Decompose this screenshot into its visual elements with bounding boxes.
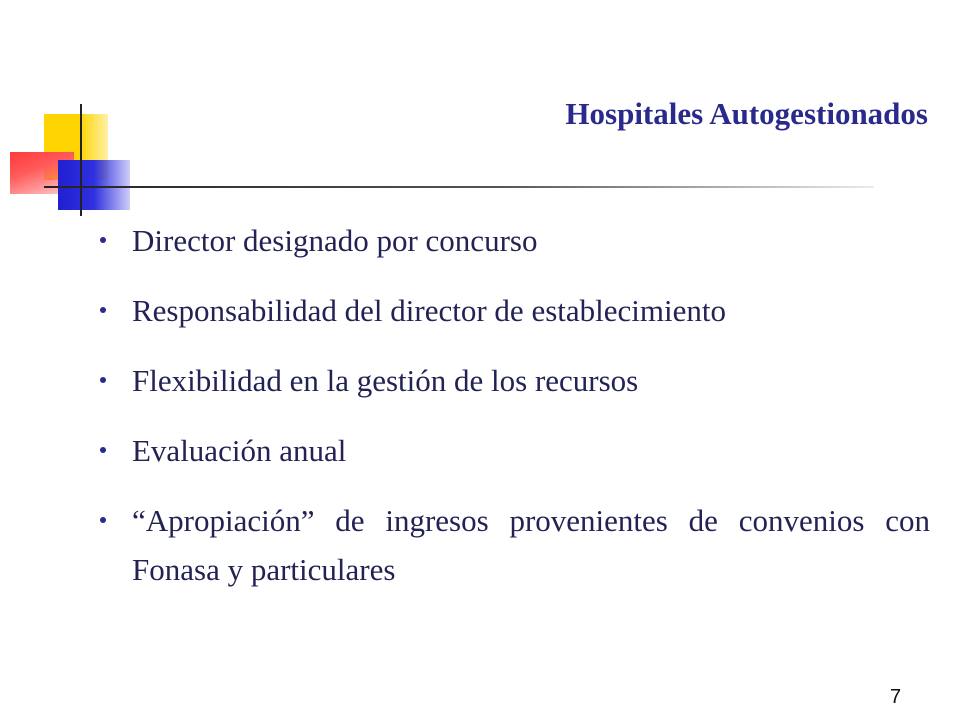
bullet-text: Responsabilidad del director de establecimiento [132, 293, 726, 328]
bullet-dot-icon [100, 307, 106, 313]
bullet-dot-icon [100, 447, 106, 453]
bullet-item [100, 286, 930, 335]
slide-title: Hospitales Autogestionados [565, 96, 928, 131]
vertical-rule [80, 104, 82, 216]
bullet-item [100, 356, 930, 405]
bullet-text: Flexibilidad en la gestión de los recursos [132, 363, 639, 398]
bullet-item [100, 496, 930, 594]
bullet-item [100, 426, 930, 475]
bullet-text: Director designado por concurso [132, 223, 538, 258]
bullet-dot-icon [100, 377, 106, 383]
title-underline-rule [44, 186, 874, 188]
bullet-text: Evaluación anual [132, 433, 347, 468]
page-number: 7 [890, 686, 902, 708]
bullet-item [100, 216, 930, 265]
bullet-dot-icon [100, 237, 106, 243]
bullet-dot-icon [100, 517, 106, 523]
blue-square-shape [58, 160, 130, 210]
bullet-text: “Apropiación” de ingresos provenientes de convenios con Fonasa y particulares [132, 503, 930, 587]
bullet-list [100, 216, 930, 615]
